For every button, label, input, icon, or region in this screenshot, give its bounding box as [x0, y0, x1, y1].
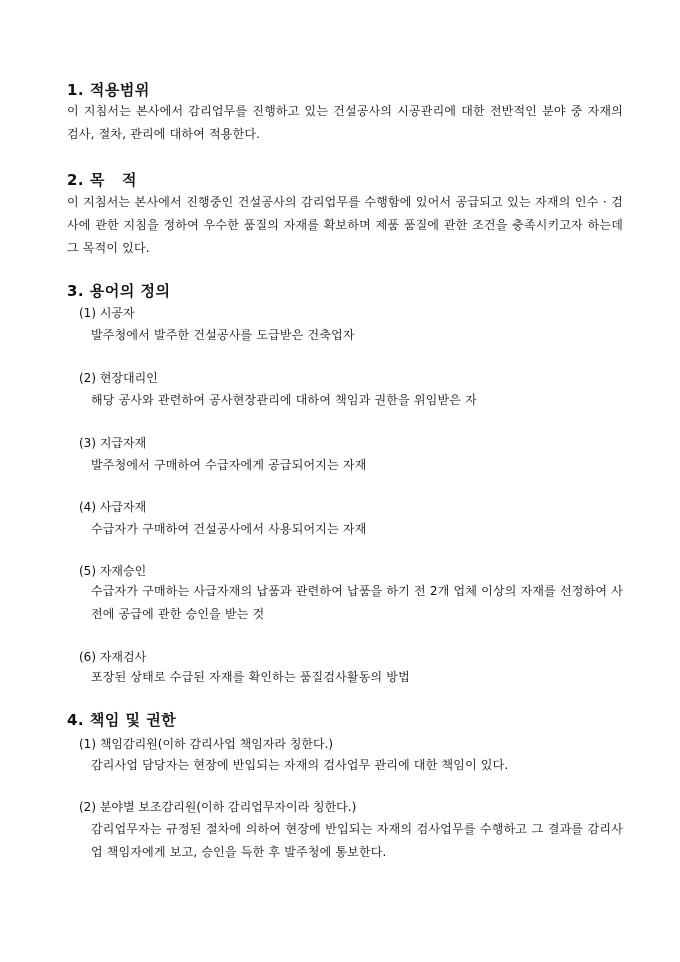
term-4-title: (4) 사급자재	[79, 500, 147, 514]
term-4-body: 수급자가 구매하여 건설공사에서 사용되어지는 자재	[91, 522, 367, 536]
section-1-body: 이 지침서는 본사에서 감리업무를 진행하고 있는 건설공사의 시공관리에 대한 전반적인 분야 중 자재의 검사, 절차, 관리에 대하여 적용한다.	[67, 104, 623, 141]
term-3-title: (3) 지급자재	[79, 436, 147, 450]
term-6-title: (6) 자재검사	[79, 650, 147, 664]
term-1-title: (1) 시공자	[79, 306, 135, 320]
term-5-body: 수급자가 구매하는 사급자재의 납품과 관련하여 납품을 하기 전 2개 업체 이상의 자재를 선정하여 사전에 공급에 관한 승인을 받는 것	[91, 584, 623, 621]
term-2-title: (2) 현장대리인	[79, 371, 158, 385]
section-2-heading: 2. 목 적	[67, 171, 138, 189]
section-3-heading: 3. 용어의 정의	[67, 282, 171, 300]
term-5-title: (5) 자재승인	[79, 564, 147, 578]
term-2-body: 해당 공사와 관련하여 공사현장관리에 대하여 책임과 권한을 위임받은 자	[91, 393, 477, 407]
term-6-body: 포장된 상태로 수급된 자재를 확인하는 품질검사활동의 방법	[91, 670, 410, 684]
term-1-body: 발주청에서 발주한 건설공사를 도급받은 건축업자	[91, 328, 355, 342]
role-2-body: 감리업무자는 규정된 절차에 의하여 현장에 반입되는 자재의 검사업무를 수행하고 그 결과를 감리사업 책임자에게 보고, 승인을 득한 후 발주청에 통보한다.	[91, 822, 623, 859]
section-2-body: 이 지침서는 본사에서 진행중인 건설공사의 감리업무를 수행함에 있어서 공급되고 있는 자재의 인수 · 검사에 관한 지침을 정하여 우수한 품질의 자재를 확보하며 제품 품질에 관한 조건을 충족시키고자 하는데 그 목적이 있다.	[67, 195, 623, 255]
section-4-heading: 4. 책임 및 권한	[67, 711, 177, 729]
section-1-heading: 1. 적용범위	[67, 81, 150, 99]
role-2-title: (2) 분야별 보조감리원(이하 감리업무자이라 칭한다.)	[79, 800, 357, 814]
role-1-title: (1) 책임감리원(이하 감리사업 책임자라 칭한다.)	[79, 737, 334, 751]
role-1-body: 감리사업 담당자는 현장에 반입되는 자재의 검사업무 관리에 대한 책임이 있다.	[91, 758, 509, 772]
term-3-body: 발주청에서 구매하여 수급자에게 공급되어지는 자재	[91, 458, 367, 472]
